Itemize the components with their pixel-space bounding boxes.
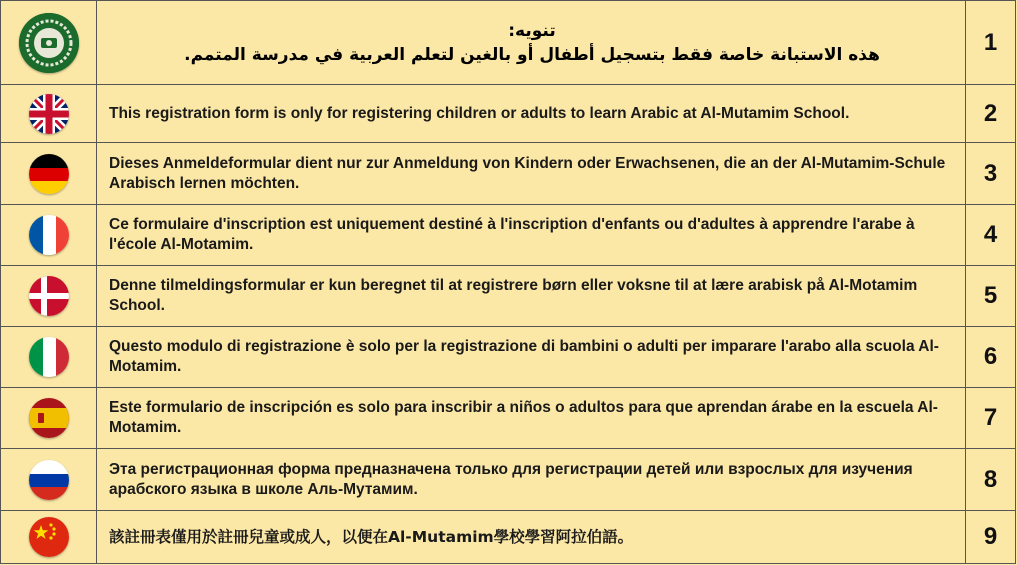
notice-text-chinese: 該註冊表僅用於註冊兒童或成人，以便在Al-Mutamim學校學習阿拉伯語。 (109, 528, 634, 546)
notice-text-russian: Эта регистрационная форма предназначена только для регистрации детей или взрослых для изучения арабского языка в школе Аль-Мутамим. (109, 460, 913, 498)
france-flag-icon (29, 215, 69, 255)
flag-cell (1, 388, 97, 449)
notice-text-cell (97, 85, 966, 143)
table-row (1, 205, 1016, 266)
flag-cell (1, 85, 97, 143)
row-number: 6 (966, 327, 1016, 388)
row-number: 2 (966, 85, 1016, 143)
table-row (1, 449, 1016, 511)
china-flag-icon (29, 517, 69, 557)
spain-flag-icon (29, 398, 69, 438)
arab-league-emblem-icon (19, 13, 79, 73)
italy-flag-icon (29, 337, 69, 377)
notice-text-spanish: Este formulario de inscripción es solo para inscribir a niños o adultos para que aprendan árabe en la escuela Al-Motamim. (109, 399, 938, 436)
table-row (1, 511, 1016, 564)
flag-cell (1, 1, 97, 85)
notice-title: تنويه: (508, 20, 556, 41)
table-row (1, 1, 1016, 85)
notice-text-arabic: هذه الاستبانة خاصة فقط بتسجيل أطفال أو بالغين لتعلم العربية في مدرسة المتمم. (184, 44, 880, 65)
notice-text-cell (97, 266, 966, 327)
table-row (1, 85, 1016, 143)
russia-flag-icon (29, 460, 69, 500)
table-row (1, 327, 1016, 388)
row-number: 8 (966, 449, 1016, 511)
notice-text-cell (97, 1, 966, 85)
notice-text-cell (97, 205, 966, 266)
row-number: 1 (966, 1, 1016, 85)
uk-flag-icon (29, 94, 69, 134)
flag-cell (1, 143, 97, 205)
notice-text-cell (97, 449, 966, 511)
notice-text-cell (97, 511, 966, 564)
germany-flag-icon (29, 154, 69, 194)
table-row (1, 266, 1016, 327)
table-row (1, 388, 1016, 449)
notice-text-english: This registration form is only for registering children or adults to learn Arabic at Al-Mutamim School. (109, 104, 850, 122)
notice-text-french: Ce formulaire d'inscription est uniquement destiné à l'inscription d'enfants ou d'adultes à apprendre l'arabe à l'école Al-Motamim. (109, 216, 915, 253)
notice-text-german: Dieses Anmeldeformular dient nur zur Anmeldung von Kindern oder Erwachsenen, die an der Al-Mutamim-Schule Arabisch lernen möchten. (109, 154, 946, 192)
notice-text-danish: Denne tilmeldingsformular er kun beregnet til at registrere børn eller voksne til at lære arabisk på Al-Motamim School. (109, 277, 918, 314)
row-number: 4 (966, 205, 1016, 266)
row-number: 9 (966, 511, 1016, 564)
flag-cell (1, 511, 97, 564)
denmark-flag-icon (29, 276, 69, 316)
table-row (1, 143, 1016, 205)
flag-cell (1, 327, 97, 388)
flag-cell (1, 266, 97, 327)
row-number: 5 (966, 266, 1016, 327)
notice-text-cell (97, 143, 966, 205)
row-number: 3 (966, 143, 1016, 205)
notice-text-cell (97, 388, 966, 449)
row-number: 7 (966, 388, 1016, 449)
notice-text-cell (97, 327, 966, 388)
flag-cell (1, 205, 97, 266)
notice-text-italian: Questo modulo di registrazione è solo per la registrazione di bambini o adulti per imparare l'arabo alla scuola Al-Motamim. (109, 338, 939, 375)
flag-cell (1, 449, 97, 511)
